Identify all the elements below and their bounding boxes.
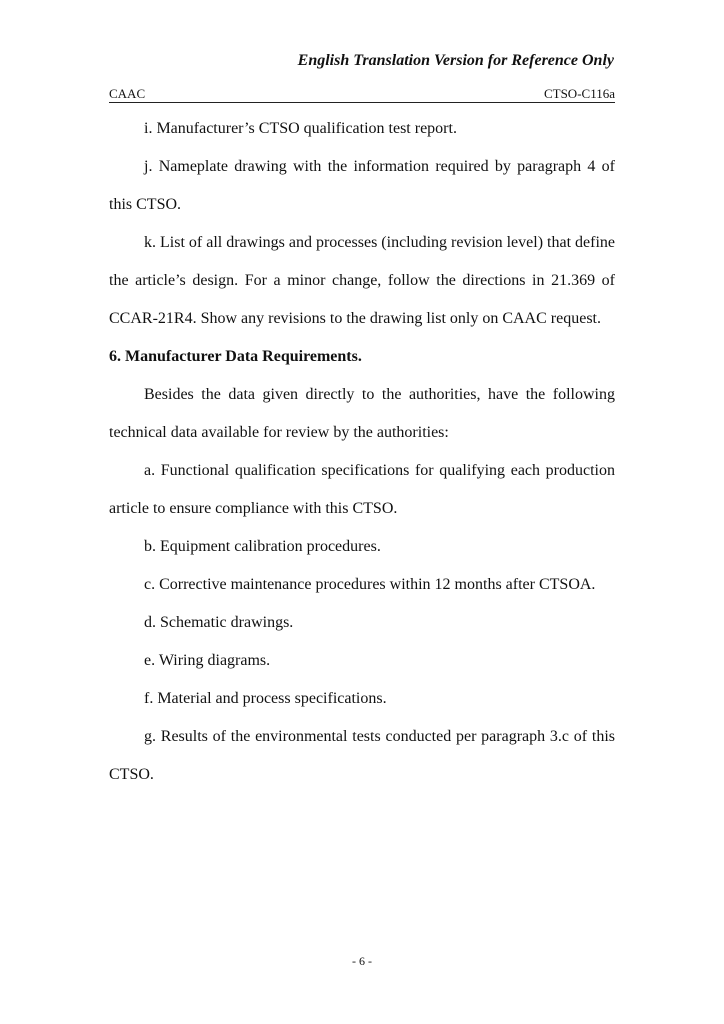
page-number: - 6 - <box>352 954 372 968</box>
section-intro: Besides the data given directly to the authorities, have the following technical data available for review by the authorities: <box>109 386 615 441</box>
header-document-id: CTSO-C116a <box>543 86 615 101</box>
section-heading: 6. Manufacturer Data Requirements. <box>109 348 362 365</box>
running-header <box>109 86 615 103</box>
list-item-b: b. Equipment calibration procedures. <box>144 538 381 555</box>
list-item-g: g. Results of the environmental tests conducted per paragraph 3.c of this CTSO. <box>109 728 615 783</box>
list-item-j: j. Nameplate drawing with the information required by paragraph 4 of this CTSO. <box>109 158 615 213</box>
list-item-f: f. Material and process specifications. <box>144 690 387 707</box>
translation-banner: English Translation Version for Reference Only <box>297 52 614 69</box>
list-item-k: k. List of all drawings and processes (including revision level) that define the article’s design. For a minor change, follow the directions in 21.369 of CCAR-21R4. Show any revisions to the drawing list only on CAAC request. <box>109 234 615 327</box>
list-item-c: c. Corrective maintenance procedures within 12 months after CTSOA. <box>144 576 596 593</box>
list-item-d: d. Schematic drawings. <box>144 614 294 631</box>
list-item-a: a. Functional qualification specifications for qualifying each production article to ensure compliance with this CTSO. <box>109 462 615 517</box>
header-organization: CAAC <box>109 86 146 101</box>
list-item-e: e. Wiring diagrams. <box>144 652 271 669</box>
document-body <box>109 110 615 794</box>
list-item-i: i. Manufacturer’s CTSO qualification test report. <box>144 120 457 137</box>
